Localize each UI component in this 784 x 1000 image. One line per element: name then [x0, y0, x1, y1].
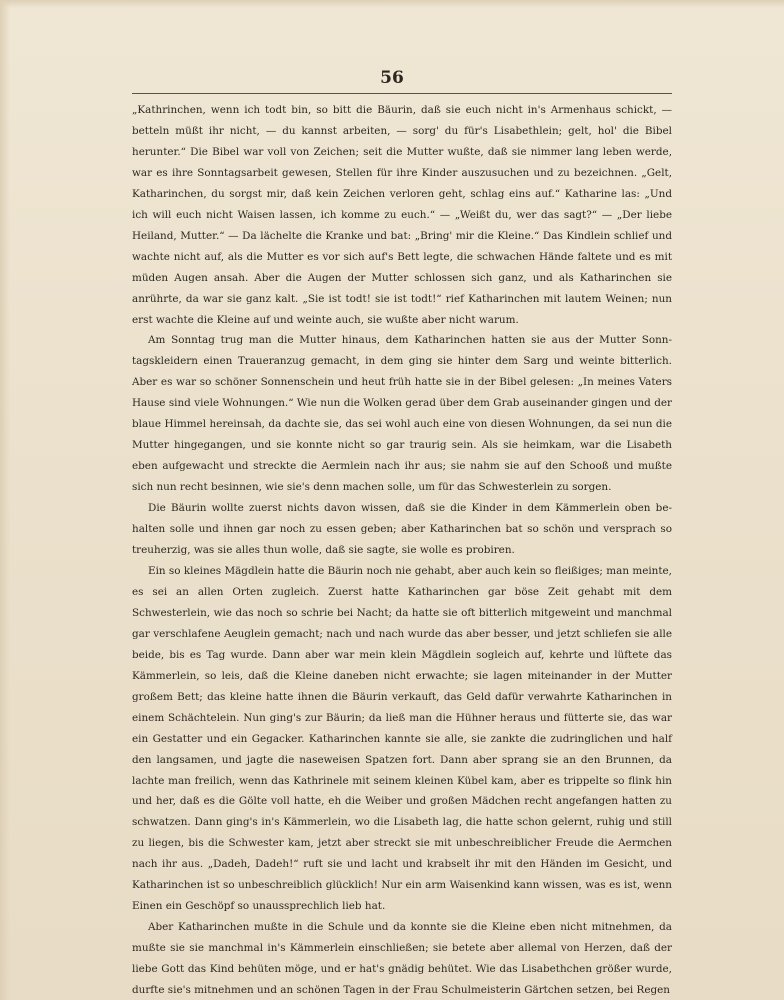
- paragraph-3: Die Bäurin wollte zuerst nichts davon wissen, daß sie die Kinder in dem Kämmerlein oben be-halten solle und ihnen gar noch zu essen geben; aber Katharinchen bat so schön und versprach so treuherzig, was sie alles thun wolle, daß sie sagte, sie wolle es probiren.: [132, 502, 672, 557]
- paragraph-2: Am Sonntag trug man die Mutter hinaus, dem Katharinchen hatten sie aus der Mutter Sonn-tagskleidern einen Traueranzug gemacht, in dem ging sie hinter dem Sarg und weinte bitterlich. Aber es war so schöner Sonnenschein und heut früh hatte sie in der Bibel gelesen: „In meines Vaters Hause sind viele Wohnungen.“ Wie nun die Wolken gerad über dem Grab auseinander gingen und der blaue Himmel hereinsah, da dachte sie, das sei wohl auch eine von diesen Wohnungen, da sei nun die Mutter hingegangen, und sie konnte nicht so gar traurig sein. Als sie heimkam, war die Lisabeth eben aufgewacht und streckte die Aermlein nach ihr aus; sie nahm sie auf den Schooß und mußte sich nun recht besinnen, wie sie's denn machen solle, um für das Schwesterlein zu sorgen.: [132, 334, 672, 494]
- page-edge-shadow: [0, 0, 10, 1000]
- header-rule: [132, 93, 672, 94]
- paragraph-1: „Kathrinchen, wenn ich todt bin, so bitt die Bäurin, daß sie euch nicht in's Armenhaus schickt, — betteln müßt ihr nicht, — du kannst arbeiten, — sorg' du für's Lisabethlein; gelt, hol' die Bibel herunter.“ Die Bibel war voll von Zeichen; seit die Mutter wußte, daß sie nimmer lang leben werde, war es ihre Sonntagsarbeit gewesen, Stellen für ihre Kinder auszusuchen und zu bezeichnen. „Gelt, Katharinchen, du sorgst mir, daß kein Zeichen verloren geht, schlag eins auf.“ Katharine las: „Und ich will euch nicht Waisen lassen, ich komme zu euch.“ — „Weißt du, wer das sagt?“ — „Der liebe Heiland, Mutter.“ — Da lächelte die Kranke und bat: „Bring' mir die Kleine.“ Das Kindlein schlief und wachte nicht auf, als die Mutter es vor sich auf's Bett legte, die schwachen Hände faltete und es mit müden Augen ansah. Aber die Augen der Mutter schlossen sich ganz, und als Katharinchen sie anrührte, da war sie ganz kalt. „Sie ist todt! sie ist todt!“ rief Katharinchen mit lautem Weinen; nun erst wachte die Kleine auf und weinte auch, sie wußte aber nicht warum.: [132, 104, 672, 326]
- body-text: [132, 100, 672, 1000]
- paragraph-5: Aber Katharinchen mußte in die Schule und da konnte sie die Kleine eben nicht mitnehmen, da mußte sie sie manchmal in's Kämmerlein einschließen; sie betete aber allemal von Herzen, daß der liebe Gott das Kind behüten möge, und er hat's gnädig behütet. Wie das Lisabethchen größer wurde, durfte sie's mitnehmen und an schönen Tagen in der Frau Schulmeisterin Gärtchen setzen, bei Regen: [132, 921, 672, 997]
- paragraph-4: Ein so kleines Mägdlein hatte die Bäurin noch nie gehabt, aber auch kein so fleißiges; man meinte, es sei an allen Orten zugleich. Zuerst hatte Katharinchen gar böse Zeit gehabt mit dem Schwesterlein, wie das noch so schrie bei Nacht; da hatte sie oft bitterlich mitgeweint und manchmal gar verschlafene Aeuglein gemacht; nach und nach wurde das aber besser, und jetzt schliefen sie alle beide, bis es Tag wurde. Dann aber war mein klein Mägdlein sogleich auf, kehrte und lüftete das Kämmerlein, so leis, daß die Kleine daneben nicht erwachte; sie lagen miteinander in der Mutter großem Bett; das kleine hatte ihnen die Bäurin verkauft, das Geld dafür verwahrte Katharinchen in einem Schächtelein. Nun ging's zur Bäurin; da ließ man die Hühner heraus und fütterte sie, das war ein Gestatter und ein Gegacker. Katharinchen kannte sie alle, sie zankte die zudringlichen und half den langsamen, und jagte die naseweisen Spatzen fort. Dann aber sprang sie an den Brunnen, da lachte man freilich, wenn das Kathrinele mit seinem kleinen Kübel kam, aber es trippelte so flink hin und her, daß es die Gölte voll hatte, eh die Weiber und großen Mädchen recht angefangen hatten zu schwatzen. Dann ging's in's Kämmerlein, wo die Lisabeth lag, die hatte schon gelernt, ruhig und still zu liegen, bis die Schwester kam, jetzt aber streckt sie mit unbeschreiblicher Freude die Aermchen nach ihr aus. „Dadeh, Dadeh!“ ruft sie und lacht und krabselt ihr mit den Händen im Gesicht, und Katharinchen ist so unbeschreiblich glücklich! Nur ein arm Waisenkind kann wissen, was es ist, wenn Einen ein Geschöpf so unaussprechlich lieb hat.: [132, 564, 672, 913]
- page-top-shadow: [0, 0, 784, 8]
- page-number: 56: [380, 68, 404, 88]
